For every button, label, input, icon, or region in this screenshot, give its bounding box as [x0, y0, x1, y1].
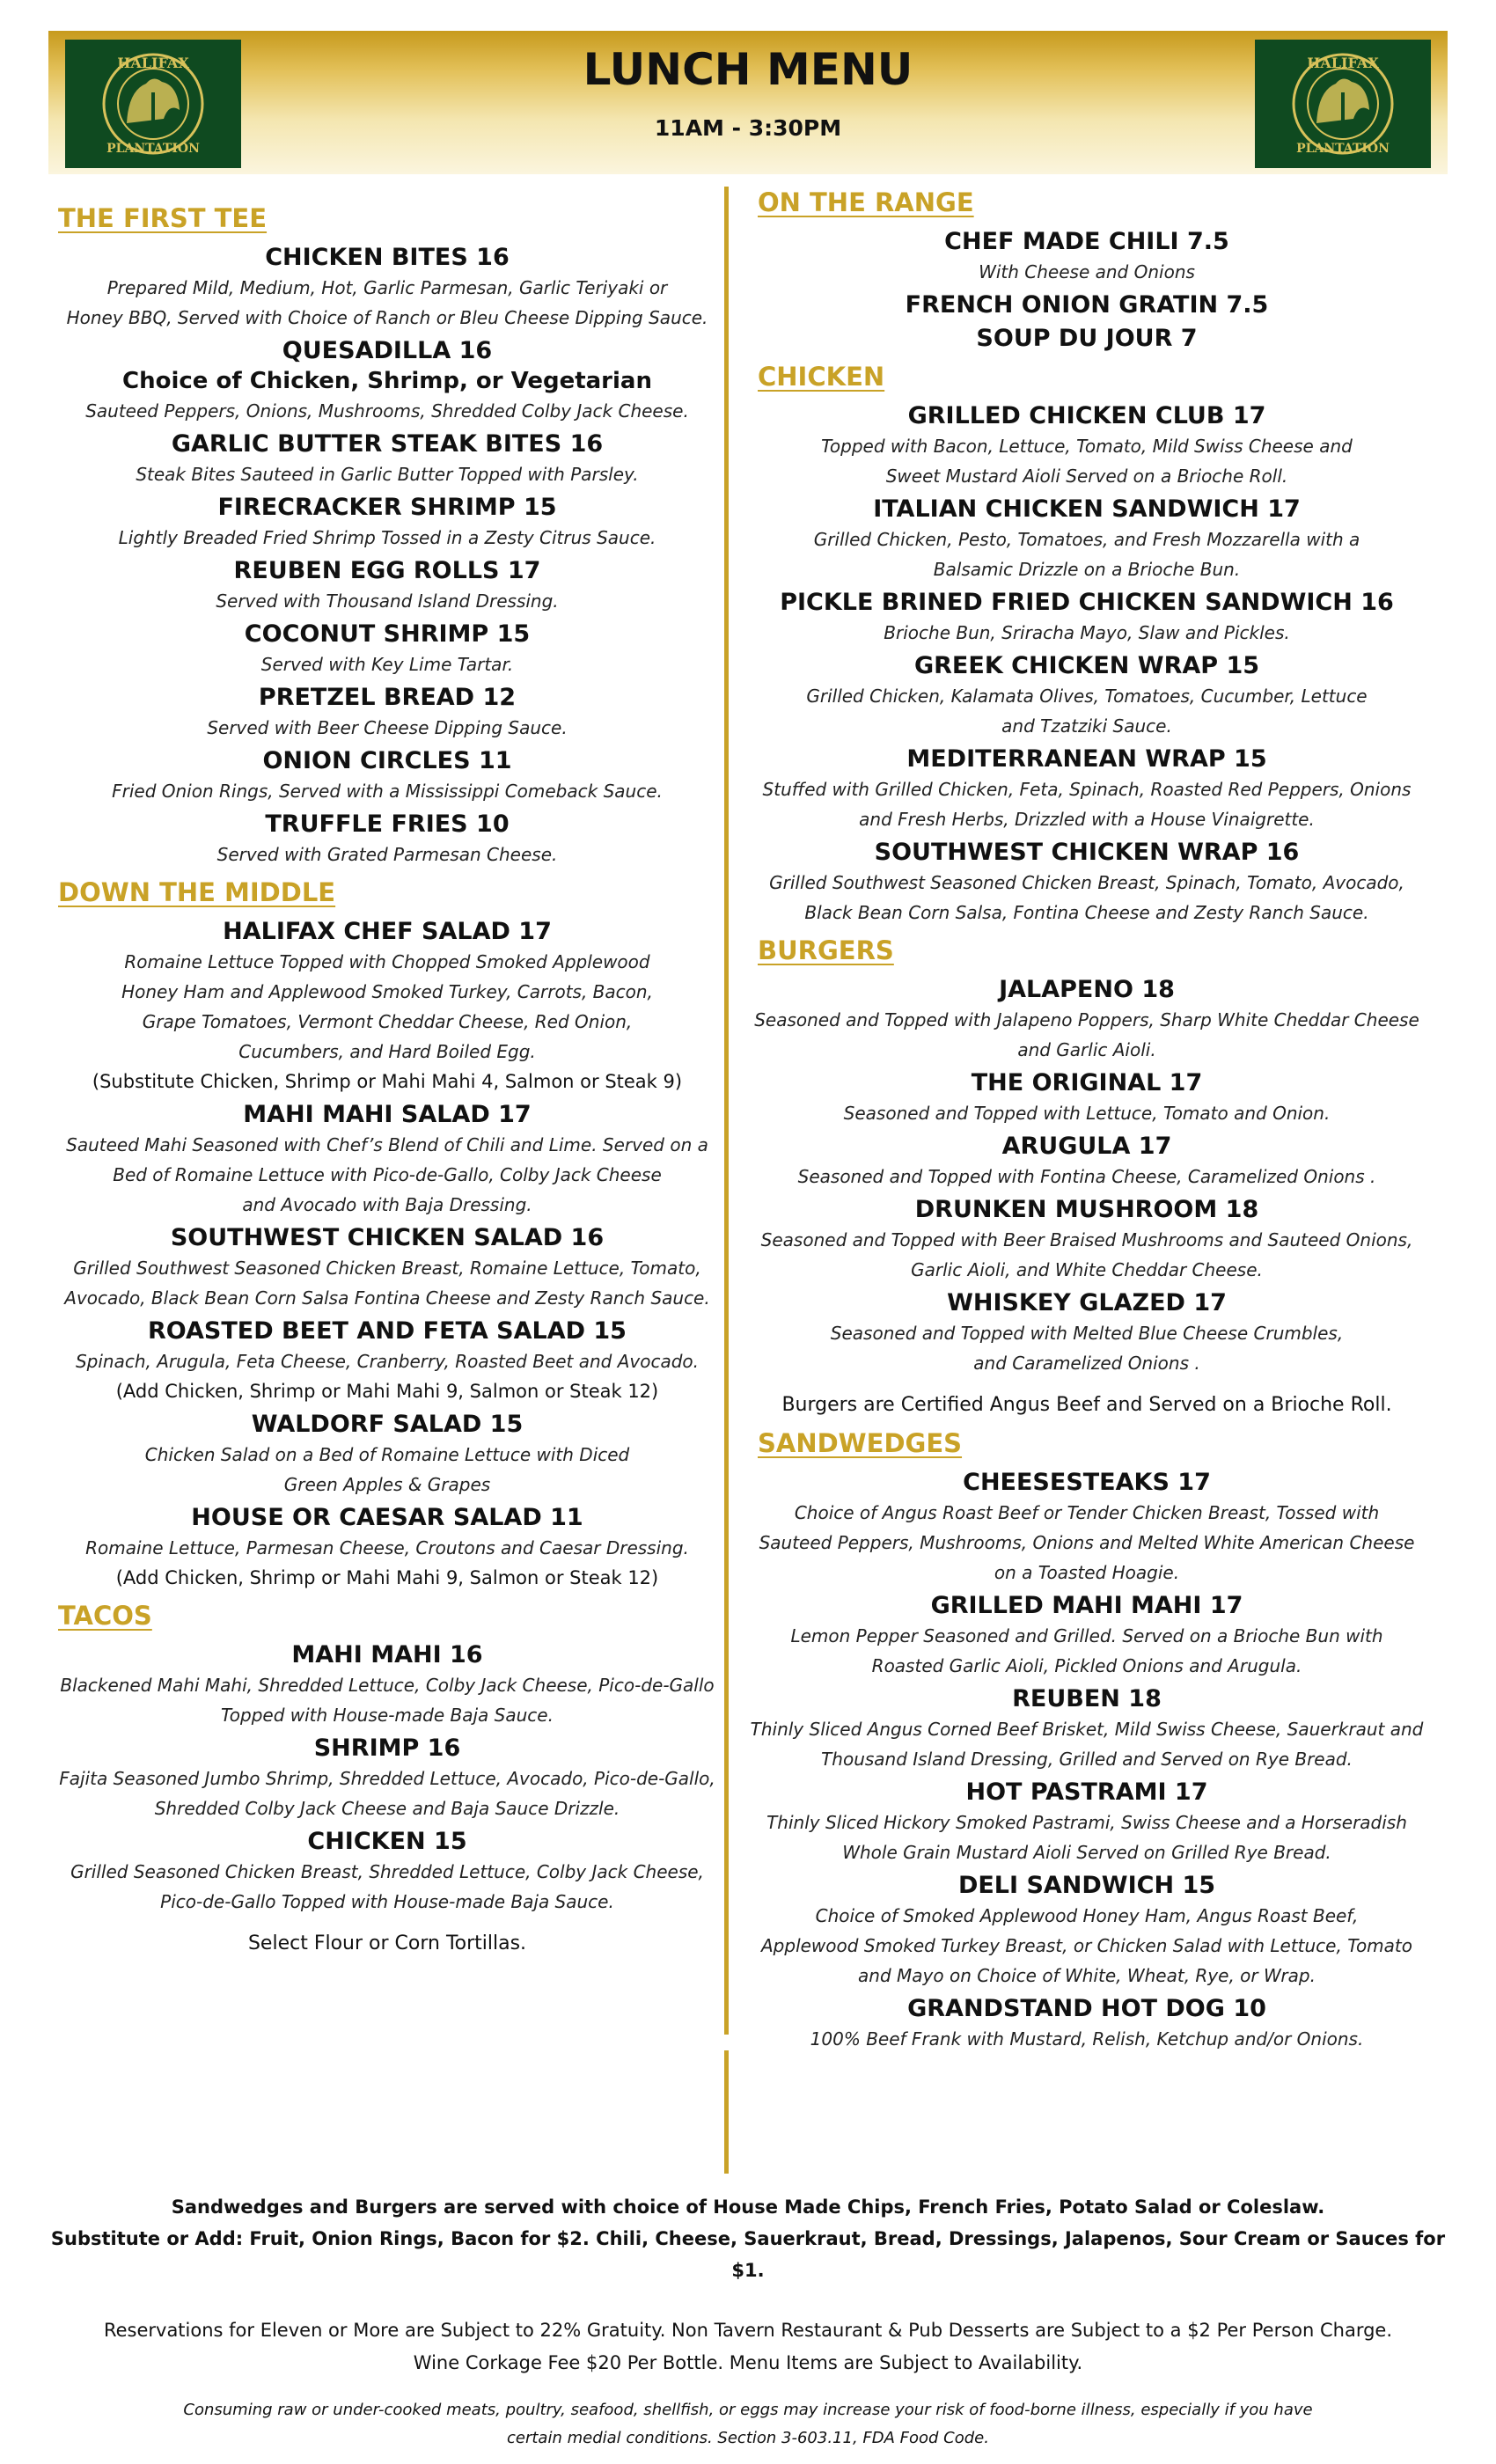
section-heading: CHICKEN [758, 362, 885, 392]
menu-item-name: SOUTHWEST CHICKEN SALAD 16 [170, 1224, 605, 1251]
menu-item [744, 1871, 1430, 1991]
menu-item [744, 1195, 1430, 1285]
menu-item [744, 290, 1430, 320]
menu-item-description: Sauteed Mahi Seasoned with Chef’s Blend of Chili and Lime. Served on a Bed of Romaine Lettuce with Pico-de-Gallo, Colby Jack Cheese and Avocado with Baja Dressing. [66, 1134, 708, 1215]
menu-item-name: TRUFFLE FRIES 10 [265, 810, 510, 838]
menu-item-description: With Cheese and Onions [979, 261, 1195, 282]
section-footnote: Burgers are Certified Angus Beef and Served on a Brioche Roll. [781, 1394, 1392, 1416]
menu-item [744, 401, 1430, 491]
policy-note: Reservations for Eleven or More are Subject to 22% Gratuity. Non Tavern Restaurant & Pub Desserts are Subject to a $2 Per Person Charge. Wine Corkage Fee $20 Per Bottle. Menu Items are Subject to Availability. [103, 2320, 1393, 2373]
menu-item-description: Prepared Mild, Medium, Hot, Garlic Parmesan, Garlic Teriyaki or Honey BBQ, Served with Choice of Ranch or Bleu Cheese Dipping Sauce. [66, 277, 708, 328]
menu-item-addon-note: (Add Chicken, Shrimp or Mahi Mahi 9, Salmon or Steak 12) [115, 1567, 659, 1588]
menu-item-description: Stuffed with Grilled Chicken, Feta, Spinach, Roasted Red Peppers, Onions and Fresh Herbs, Drizzled with a House Vinaigrette. [762, 779, 1412, 830]
menu-item-name: GREEK CHICKEN WRAP 15 [913, 652, 1260, 679]
menu-item [44, 243, 730, 333]
column-divider [724, 2050, 729, 2174]
menu-item-name: GRILLED CHICKEN CLUB 17 [907, 402, 1266, 429]
menu-item-description: Fried Onion Rings, Served with a Mississippi Comeback Sauce. [112, 781, 663, 802]
menu-item [44, 1223, 730, 1313]
menu-item-description: Fajita Seasoned Jumbo Shrimp, Shredded Lettuce, Avocado, Pico-de-Gallo, Shredded Colby Jack Cheese and Baja Sauce Drizzle. [59, 1768, 715, 1819]
menu-item [744, 495, 1430, 584]
menu-item-description: Thinly Sliced Angus Corned Beef Brisket, Mild Swiss Cheese, Sauerkraut and Thousand Island Dressing, Grilled and Served on Rye Bread. [750, 1719, 1424, 1770]
sides-note: Sandwedges and Burgers are served with choice of House Made Chips, French Fries, Potato Salad or Coleslaw. Substitute or Add: Fruit, Onion Rings, Bacon for $2. Chili, Cheese, Sauerkraut, Bread, Dressings, Jalapenos, Sour Cream or Sauces for $1. [50, 2196, 1446, 2281]
section-heading: SANDWEDGES [758, 1428, 963, 1458]
menu-item-description: Grilled Southwest Seasoned Chicken Breast, Romaine Lettuce, Tomato, Avocado, Black Bean Corn Salsa Fontina Cheese and Zesty Ranch Sauce. [64, 1258, 710, 1309]
menu-item [744, 1684, 1430, 1774]
menu-item [744, 1591, 1430, 1681]
menu-item [744, 1288, 1430, 1378]
menu-item-name: DELI SANDWICH 15 [957, 1872, 1216, 1899]
menu-item-description: Served with Beer Cheese Dipping Sauce. [207, 717, 568, 738]
menu-item [44, 683, 730, 743]
menu-item-name: HOT PASTRAMI 17 [965, 1778, 1208, 1806]
menu-item-name: GRILLED MAHI MAHI 17 [930, 1592, 1243, 1619]
menu-item-name: WHISKEY GLAZED 17 [947, 1289, 1227, 1316]
menu-section-the-first-tee [44, 202, 730, 869]
menu-item-name: ITALIAN CHICKEN SANDWICH 17 [873, 495, 1301, 523]
menu-item-description: Romaine Lettuce Topped with Chopped Smoked Applewood Honey Ham and Applewood Smoked Turkey, Carrots, Bacon, Grape Tomatoes, Vermont Cheddar Cheese, Red Onion, Cucumbers, and Hard Boiled Egg. [121, 951, 653, 1062]
menu-item-description: Seasoned and Topped with Lettuce, Tomato and Onion. [843, 1103, 1331, 1124]
menu-section-burgers [744, 935, 1430, 1420]
menu-section-chicken [744, 361, 1430, 928]
menu-item-description: Romaine Lettuce, Parmesan Cheese, Croutons and Caesar Dressing. [85, 1537, 689, 1558]
menu-item-name: ONION CIRCLES 11 [262, 747, 512, 774]
menu-item-description: Grilled Chicken, Kalamata Olives, Tomatoes, Cucumber, Lettuce and Tzatziki Sauce. [806, 686, 1368, 737]
menu-item [44, 1100, 730, 1220]
menu-section-down-the-middle [44, 876, 730, 1593]
menu-item-description: Steak Bites Sauteed in Garlic Butter Topped with Parsley. [136, 464, 639, 485]
menu-item [44, 810, 730, 869]
menu-item-description: Lightly Breaded Fried Shrimp Tossed in a Zesty Citrus Sauce. [118, 527, 656, 548]
menu-item-description: Served with Key Lime Tartar. [260, 654, 514, 675]
menu-item-name: SOUTHWEST CHICKEN WRAP 16 [874, 839, 1300, 866]
menu-item-name: CHEESESTEAKS 17 [963, 1469, 1211, 1496]
menu-item-description: Choice of Angus Roast Beef or Tender Chicken Breast, Tossed with Sauteed Peppers, Mushrooms, Onions and Melted White American Cheese on a Toasted Hoagie. [759, 1502, 1415, 1583]
menu-item-name: WALDORF SALAD 15 [251, 1411, 524, 1438]
menu-item-description: Seasoned and Topped with Jalapeno Poppers, Sharp White Cheddar Cheese and Garlic Aioli. [754, 1009, 1419, 1060]
menu-item-name: FRENCH ONION GRATIN 7.5 [905, 291, 1269, 319]
menu-item-name: QUESADILLA 16 [282, 337, 493, 364]
menu-item-description: Chicken Salad on a Bed of Romaine Lettuce with Diced Green Apples & Grapes [144, 1444, 630, 1495]
menu-item-name: PRETZEL BREAD 12 [258, 684, 517, 711]
menu-item-description: Grilled Seasoned Chicken Breast, Shredded Lettuce, Colby Jack Cheese, Pico-de-Gallo Topped with House-made Baja Sauce. [70, 1861, 704, 1912]
menu-item-description: Brioche Bun, Sriracha Mayo, Slaw and Pickles. [884, 622, 1290, 643]
menu-item-name: GRANDSTAND HOT DOG 10 [907, 1995, 1266, 2022]
menu-item [744, 588, 1430, 648]
menu-item [744, 324, 1430, 354]
menu-item-name: REUBEN EGG ROLLS 17 [233, 557, 541, 584]
svg-text:PLANTATION: PLANTATION [1296, 142, 1390, 156]
menu-item [44, 336, 730, 426]
menu-item-name: COCONUT SHRIMP 15 [244, 620, 531, 648]
menu-section-on-the-range [744, 187, 1430, 354]
menu-item [744, 1068, 1430, 1128]
menu-item-description: Spinach, Arugula, Feta Cheese, Cranberry, Roasted Beet and Avocado. [75, 1351, 700, 1372]
menu-item-description: Grilled Chicken, Pesto, Tomatoes, and Fresh Mozzarella with a Balsamic Drizzle on a Brioche Bun. [813, 529, 1360, 580]
page-title: LUNCH MENU [583, 44, 913, 95]
menu-item-name: HOUSE OR CAESAR SALAD 11 [191, 1504, 583, 1531]
menu-item [744, 651, 1430, 741]
menu-item [744, 227, 1430, 287]
section-heading: TACOS [58, 1601, 152, 1631]
food-safety-warning: Consuming raw or under-cooked meats, poultry, seafood, shellfish, or eggs may increase your risk of food-borne illness, especially if you have certain medial conditions. Section 3-603.11, FDA Food Code. [183, 2401, 1313, 2447]
menu-item-description: Lemon Pepper Seasoned and Grilled. Served on a Brioche Bun with Roasted Garlic Aioli, Pickled Onions and Arugula. [790, 1625, 1383, 1676]
menu-item-name: GARLIC BUTTER STEAK BITES 16 [171, 430, 604, 458]
menu-item-name: ARUGULA 17 [1001, 1133, 1172, 1160]
menu-item-name: DRUNKEN MUSHROOM 18 [914, 1196, 1259, 1223]
menu-item [744, 1468, 1430, 1588]
menu-item-description: Sauteed Peppers, Onions, Mushrooms, Shredded Colby Jack Cheese. [85, 400, 689, 422]
right-menu-column [744, 187, 1430, 2061]
menu-item [44, 1827, 730, 1917]
menu-item [44, 1410, 730, 1500]
svg-text:HALIFAX: HALIFAX [117, 55, 189, 71]
menu-item-name: THE ORIGINAL 17 [971, 1069, 1203, 1096]
menu-item-name: PICKLE BRINED FRIED CHICKEN SANDWICH 16 [780, 589, 1394, 616]
menu-item-name: CHEF MADE CHILI 7.5 [944, 228, 1229, 255]
menu-item [44, 1734, 730, 1823]
menu-item-description: Thinly Sliced Hickory Smoked Pastrami, Swiss Cheese and a Horseradish Whole Grain Mustard Aioli Served on Grilled Rye Bread. [766, 1812, 1407, 1863]
section-heading: THE FIRST TEE [58, 203, 268, 233]
menu-item-name: MAHI MAHI 16 [291, 1641, 483, 1668]
menu-item [744, 1778, 1430, 1867]
menu-item [44, 917, 730, 1096]
menu-item-name: FIRECRACKER SHRIMP 15 [217, 494, 557, 521]
menu-item [44, 429, 730, 489]
menu-item [744, 975, 1430, 1065]
menu-item [44, 1640, 730, 1730]
menu-item-addon-note: (Substitute Chicken, Shrimp or Mahi Mahi 4, Salmon or Steak 9) [92, 1071, 683, 1092]
menu-item [44, 1503, 730, 1593]
menu-item-description: Choice of Smoked Applewood Honey Ham, Angus Roast Beef, Applewood Smoked Turkey Breast, or Chicken Salad with Lettuce, Tomato and Mayo on Choice of White, Wheat, Rye, or Wrap. [761, 1905, 1412, 1986]
menu-item-name: MAHI MAHI SALAD 17 [243, 1101, 532, 1128]
menu-item-description: Served with Thousand Island Dressing. [216, 590, 559, 612]
menu-item-name: REUBEN 18 [1012, 1685, 1162, 1712]
menu-item-description: Seasoned and Topped with Melted Blue Cheese Crumbles, and Caramelized Onions . [830, 1323, 1344, 1374]
menu-item-description: 100% Beef Frank with Mustard, Relish, Ketchup and/or Onions. [810, 2028, 1364, 2050]
section-heading: DOWN THE MIDDLE [58, 877, 336, 907]
menu-item-description: Grilled Southwest Seasoned Chicken Breast, Spinach, Tomato, Avocado, Black Bean Corn Salsa, Fontina Cheese and Zesty Ranch Sauce. [769, 872, 1404, 923]
menu-item [744, 744, 1430, 834]
menu-section-sandwedges [744, 1427, 1430, 2054]
menu-item-description: Topped with Bacon, Lettuce, Tomato, Mild Swiss Cheese and Sweet Mustard Aioli Served on a Brioche Roll. [821, 436, 1353, 487]
menu-item [44, 1316, 730, 1406]
menu-item-description: Seasoned and Topped with Beer Braised Mushrooms and Sauteed Onions, Garlic Aioli, and White Cheddar Cheese. [760, 1229, 1413, 1280]
menu-item-name: CHICKEN 15 [307, 1828, 467, 1855]
menu-item-addon-note: (Add Chicken, Shrimp or Mahi Mahi 9, Salmon or Steak 12) [115, 1381, 659, 1402]
menu-item-name: ROASTED BEET AND FETA SALAD 15 [148, 1317, 627, 1345]
menu-item [744, 1994, 1430, 2054]
menu-item-description: Seasoned and Topped with Fontina Cheese, Caramelized Onions . [797, 1166, 1376, 1187]
svg-text:HALIFAX: HALIFAX [1307, 55, 1379, 71]
menu-item-name: SHRIMP 16 [313, 1734, 461, 1762]
menu-item [44, 620, 730, 679]
header-banner [48, 31, 1448, 174]
section-heading: ON THE RANGE [758, 187, 974, 217]
menu-item [44, 746, 730, 806]
serving-hours: 11AM - 3:30PM [654, 115, 842, 141]
menu-item-description: Served with Grated Parmesan Cheese. [216, 844, 558, 865]
left-menu-column [44, 202, 730, 1966]
menu-item-name: CHICKEN BITES 16 [265, 244, 510, 271]
section-heading: BURGERS [758, 935, 894, 965]
menu-item [44, 493, 730, 553]
section-footnote: Select Flour or Corn Tortillas. [247, 1932, 527, 1954]
menu-item-choice: Choice of Chicken, Shrimp, or Vegetarian [122, 368, 652, 394]
menu-item [744, 1132, 1430, 1192]
menu-item [744, 838, 1430, 928]
menu-item-name: SOUP DU JOUR 7 [976, 325, 1198, 352]
menu-item-name: MEDITERRANEAN WRAP 15 [906, 745, 1267, 773]
menu-item-name: JALAPENO 18 [999, 976, 1175, 1003]
menu-section-tacos [44, 1600, 730, 1959]
halifax-plantation-logo [1255, 40, 1431, 168]
menu-item-description: Blackened Mahi Mahi, Shredded Lettuce, Colby Jack Cheese, Pico-de-Gallo Topped with House-made Baja Sauce. [60, 1675, 715, 1726]
menu-item [44, 556, 730, 616]
svg-text:PLANTATION: PLANTATION [106, 142, 200, 156]
menu-item-name: HALIFAX CHEF SALAD 17 [223, 918, 552, 945]
